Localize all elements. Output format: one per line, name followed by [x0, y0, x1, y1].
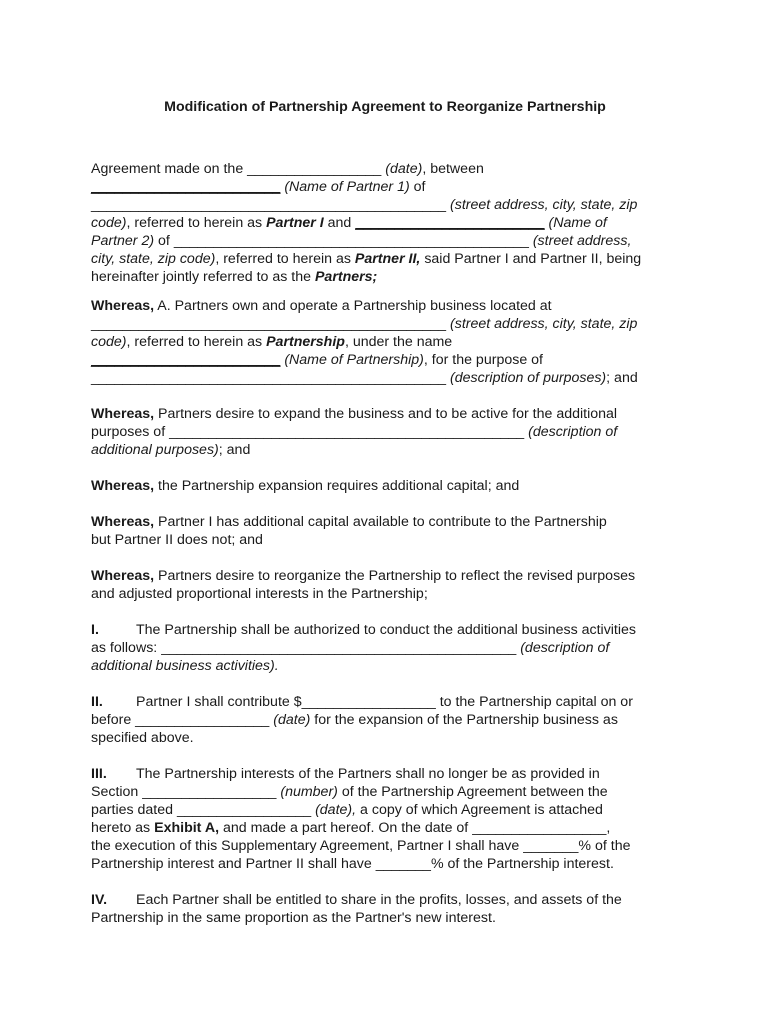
text: (description of [516, 640, 610, 656]
text: hereinafter jointly referred to as the [91, 269, 315, 285]
text: Partners; [314, 269, 378, 285]
whereas-paragraph-5 [91, 567, 683, 603]
text: Exhibit A, [154, 820, 220, 836]
text: % of the Partnership interest. [430, 856, 614, 872]
text: Section [91, 784, 143, 800]
text: and made a part hereof. On the date of [219, 820, 473, 836]
text: Partner II, [354, 251, 421, 267]
text: Partner I [266, 215, 324, 231]
text: , referred to herein as [126, 215, 267, 231]
agreement-paragraph [91, 160, 683, 286]
text: Partners desire to reorganize the Partnership to reflect the revised purposes [154, 568, 636, 584]
execution-date-blank[interactable]: _________________ [472, 820, 607, 836]
text: before [91, 712, 136, 728]
text: (street address, city, state, zip [446, 316, 638, 332]
section-number-blank[interactable]: _________________ [142, 784, 277, 800]
whereas-paragraph-2 [91, 405, 683, 459]
section-4 [91, 891, 683, 927]
partner2-address-blank[interactable]: _____________________________________________ [173, 233, 529, 249]
text: specified above. [91, 730, 194, 746]
text: to the Partnership capital on or [435, 694, 633, 710]
text: of [154, 233, 174, 249]
section-number: III. [91, 766, 107, 782]
text: (description of purposes) [446, 370, 607, 386]
text: as follows: [91, 640, 162, 656]
date-blank[interactable]: _________________ [247, 161, 382, 177]
additional-purposes-blank[interactable]: _____________________________________________ [169, 424, 525, 440]
text: Each Partner shall be entitled to share in the profits, losses, and assets of the [136, 892, 622, 908]
text: additional purposes) [91, 442, 219, 458]
whereas-paragraph-4 [91, 513, 683, 549]
text: (date) [269, 712, 311, 728]
text: (Name of Partner 1) [280, 179, 410, 195]
text: The Partnership shall be authorized to conduct the additional business activities [136, 622, 637, 638]
text: and adjusted proportional interests in the Partnership; [91, 586, 428, 602]
business-activities-blank[interactable]: _____________________________________________ [161, 640, 517, 656]
text: the execution of this Supplementary Agreement, Partner I shall have [91, 838, 524, 854]
partner1-address-blank[interactable]: _____________________________________________ [91, 197, 447, 213]
text: Partnership in the same proportion as the Partner's new interest. [91, 910, 496, 926]
text: The Partnership interests of the Partners shall no longer be as provided in [136, 766, 600, 782]
whereas-paragraph-1 [91, 297, 683, 387]
text: hereto as [91, 820, 155, 836]
text: Partnership interest and Partner II shall have [91, 856, 376, 872]
text: code) [91, 215, 127, 231]
text: (number) [276, 784, 338, 800]
text: , referred to herein as [126, 334, 267, 350]
text: parties dated [91, 802, 177, 818]
text: ; and [606, 370, 638, 386]
text: Partners desire to expand the business and to be active for the additional [154, 406, 618, 422]
text: , between [422, 161, 484, 177]
text: purposes of [91, 424, 170, 440]
contribution-date-blank[interactable]: _________________ [135, 712, 270, 728]
text: and [323, 215, 356, 231]
text: additional business activities). [91, 658, 279, 674]
whereas-paragraph-3 [91, 477, 683, 495]
text: a copy of which Agreement is attached [356, 802, 603, 818]
text: Partner 2) [91, 233, 155, 249]
partnership-name-blank[interactable]: ________________________ [91, 352, 281, 368]
text: ; and [218, 442, 251, 458]
text: Whereas, [91, 478, 155, 494]
text: of [409, 179, 426, 195]
text: (date) [381, 161, 423, 177]
text: Whereas, [91, 298, 155, 314]
text: % of the [578, 838, 631, 854]
text: , referred to herein as [215, 251, 355, 267]
section-number: I. [91, 622, 99, 638]
text: (street address, [528, 233, 632, 249]
purposes-blank[interactable]: _____________________________________________ [91, 370, 447, 386]
text: (Name of [544, 215, 607, 231]
partner2-name-blank[interactable]: ________________________ [355, 215, 545, 231]
partnership-address-blank[interactable]: _____________________________________________ [91, 316, 447, 332]
text: of the Partnership Agreement between the [337, 784, 608, 800]
section-2 [91, 693, 683, 747]
text: but Partner II does not; and [91, 532, 263, 548]
text: , [606, 820, 611, 836]
text: Whereas, [91, 406, 155, 422]
text: (street address, city, state, zip [446, 197, 638, 213]
text: Whereas, [91, 568, 155, 584]
text: , for the purpose of [423, 352, 543, 368]
section-number: II. [91, 694, 103, 710]
text: (date), [311, 802, 357, 818]
document-body [91, 160, 683, 945]
text: Agreement made on the [91, 161, 248, 177]
text: Partner I has additional capital available to contribute to the Partnership [154, 514, 607, 530]
text: city, state, zip code) [91, 251, 216, 267]
text: said Partner I and Partner II, being [420, 251, 642, 267]
partner2-percent-blank[interactable]: _______ [375, 856, 431, 872]
text: (Name of Partnership) [280, 352, 424, 368]
text: Partnership [266, 334, 345, 350]
section-3 [91, 765, 683, 873]
text: Partner I shall contribute $ [136, 694, 302, 710]
partner1-percent-blank[interactable]: _______ [523, 838, 579, 854]
contribution-amount-blank[interactable]: _________________ [301, 694, 436, 710]
text: , under the name [344, 334, 453, 350]
text: the Partnership expansion requires additional capital; and [154, 478, 520, 494]
text: A. Partners own and operate a Partnership business located at [154, 298, 552, 314]
text: Whereas, [91, 514, 155, 530]
agreement-date-blank[interactable]: _________________ [176, 802, 312, 818]
document-title: Modification of Partnership Agreement to Reorganize Partnership [164, 99, 606, 115]
text: (description of [524, 424, 618, 440]
partner1-name-blank[interactable]: ________________________ [91, 179, 281, 195]
text: for the expansion of the Partnership business as [310, 712, 618, 728]
section-1 [91, 621, 683, 675]
section-number: IV. [91, 892, 108, 908]
text: code) [91, 334, 127, 350]
